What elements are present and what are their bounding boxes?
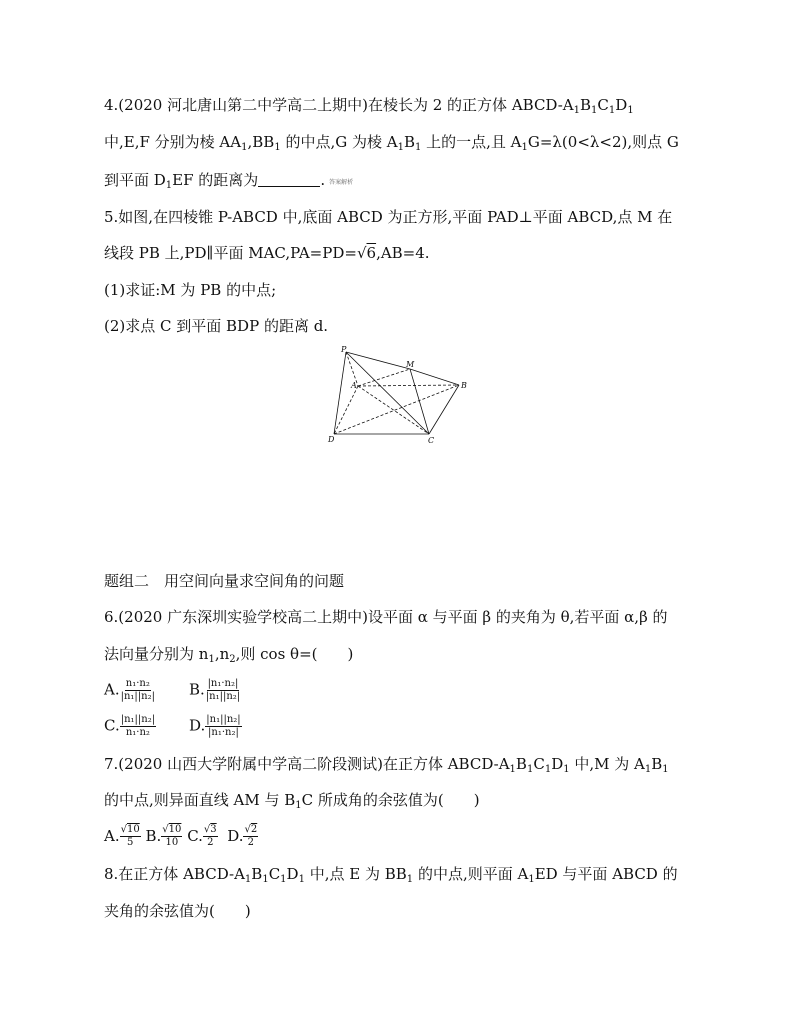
q7-line-1: 7.(2020 山西大学附属中学高二阶段测试)在正方体 ABCD-$A_1B_1C_1D_1$ 中,M 为 $A_1B_1$ [104, 755, 669, 775]
section-heading: 题组二 用空间向量求空间角的问题 [104, 572, 345, 590]
q5-line-2: 线段 PB 上,PD∥平面 MAC,PA=PD=√6,AB=4. [104, 244, 430, 262]
q8-line-1: 8.在正方体 ABCD-$A_1B_1C_1D_1$ 中,点 E 为 $BB_1$ 的中点,则平面 $A_1ED$ 与平面 ABCD 的 [104, 865, 678, 885]
fraction: $\frac{\text{|n₁||n₂|}}{\text{n₁·n₂}}$ [120, 714, 156, 738]
label-A: A [351, 381, 357, 390]
edge-PC [346, 352, 429, 434]
label-B: B [461, 381, 467, 390]
answer-tag[interactable]: 答案解析 [329, 179, 354, 186]
edge-DB [334, 385, 459, 434]
q5-line-1: 5.如图,在四棱锥 P-ABCD 中,底面 ABCD 为正方形,平面 PAD⊥平面 ABCD,点 M 在 [104, 208, 673, 226]
edge-MB [410, 369, 459, 385]
edge-PD [334, 352, 346, 434]
edge-AB [358, 385, 459, 386]
q8-line-2: 夹角的余弦值为( ) [104, 902, 251, 920]
edge-AC [358, 386, 429, 434]
answer-blank[interactable] [258, 172, 320, 187]
q6-line-2: 法向量分别为 $n_1,n_2$,则 cos θ=( ) [104, 645, 354, 665]
label-D: D [328, 435, 335, 444]
q4-line-3: 到平面 $D_1EF$ 的距离为 . 答案解析 [104, 171, 354, 191]
fraction: $\frac{\text{n₁·n₂}}{\text{|n₁||n₂|}}$ [120, 678, 155, 702]
label-P: P [341, 345, 347, 354]
q6-option-b[interactable]: B. $\frac{\text{|n₁·n₂|}}{\text{|n₁||n₂|}}$ [189, 678, 241, 702]
q4-line-1: 4.(2020 河北唐山第二中学高二上期中)在棱长为 2 的正方体 ABCD-$A_1B_1C_1D_1$ [104, 96, 634, 116]
q7-option-b[interactable]: B. $\frac{√10}{10}$ [145, 824, 182, 848]
edge-PM [346, 352, 410, 369]
q5-part-2: (2)求点 C 到平面 BDP 的距离 d. [104, 317, 329, 335]
fraction: $\frac{\text{|n₁·n₂|}}{\text{|n₁||n₂|}}$ [205, 678, 241, 702]
fraction: $\frac{\text{|n₁||n₂|}}{\text{|n₁·n₂|}}$ [206, 714, 241, 738]
q4-line-2: 中,E,F 分别为棱 $AA_1,BB_1$ 的中点,G 为棱 $A_1B_1$ 上的一点,且 $A_1G=\lambda(0<\lambda<2)$,则点 G [104, 133, 679, 153]
label-M: M [406, 360, 415, 369]
q6-option-a[interactable]: A. $\frac{\text{n₁·n₂}}{\text{|n₁||n₂|}}$ [104, 678, 155, 702]
q7-line-2: 的中点,则异面直线 AM 与 $B_1C$ 所成角的余弦值为( ) [104, 791, 480, 811]
q6-option-d[interactable]: D. $\frac{\text{|n₁||n₂|}}{\text{|n₁·n₂|}}$ [189, 714, 241, 738]
q6-line-1: 6.(2020 广东深圳实验学校高二上期中)设平面 α 与平面 β 的夹角为 θ,若平面 α,β 的 [104, 608, 668, 626]
label-C: C [428, 436, 435, 444]
q6-option-c[interactable]: C. $\frac{\text{|n₁||n₂|}}{\text{n₁·n₂}}$ [104, 714, 156, 738]
q7-options [104, 824, 258, 849]
pyramid-figure [322, 344, 482, 444]
edge-CB [429, 385, 459, 434]
q4-source: 4.(2020 河北唐山第二中学高二上期中) [104, 96, 368, 114]
q7-option-d[interactable]: D. $\frac{√2}{2}$ [227, 824, 258, 848]
q5-part-1: (1)求证:M 为 PB 的中点; [104, 281, 277, 299]
q7-option-a[interactable]: A. $\frac{√10}{5}$ [104, 824, 140, 848]
q7-option-c[interactable]: C. $\frac{√3}{2}$ [187, 824, 217, 848]
